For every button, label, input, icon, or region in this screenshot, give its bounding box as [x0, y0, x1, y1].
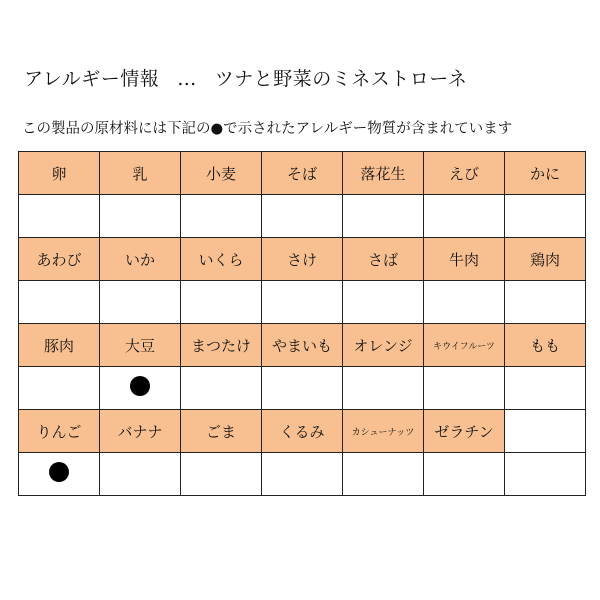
allergen-buckwheat: そば [262, 152, 343, 195]
allergen-orange: オレンジ [343, 324, 424, 367]
allergen-cashew: カシューナッツ [343, 410, 424, 453]
allergen-beef: 牛肉 [424, 238, 505, 281]
allergen-salmon: さけ [262, 238, 343, 281]
marker-cell-shrimp [424, 195, 505, 238]
allergen-matsutake: まつたけ [181, 324, 262, 367]
allergen-peanut: 落花生 [343, 152, 424, 195]
marker-cell-chicken [505, 281, 586, 324]
allergen-mackerel: さば [343, 238, 424, 281]
allergen-chicken: 鶏肉 [505, 238, 586, 281]
marker-cell-matsutake [181, 367, 262, 410]
allergen-wheat: 小麦 [181, 152, 262, 195]
allergen-shrimp: えび [424, 152, 505, 195]
marker-cell-squid [100, 281, 181, 324]
allergen-yam: やまいも [262, 324, 343, 367]
marker-cell-walnut [262, 453, 343, 496]
allergen-marker-row [19, 453, 586, 496]
allergen-milk: 乳 [100, 152, 181, 195]
marker-cell-abalone [19, 281, 100, 324]
allergen-marker-row [19, 367, 586, 410]
allergen-name-row [19, 152, 586, 195]
marker-cell-pork [19, 367, 100, 410]
allergen-marker-row [19, 195, 586, 238]
allergen-apple: りんご [19, 410, 100, 453]
marker-cell-cashew [343, 453, 424, 496]
contains-marker-icon [130, 376, 150, 396]
product-name: ツナと野菜のミネストローネ [214, 68, 468, 90]
allergen-pork: 豚肉 [19, 324, 100, 367]
marker-cell-banana [100, 453, 181, 496]
allergen-name-row [19, 324, 586, 367]
allergen-crab: かに [505, 152, 586, 195]
marker-cell-salmon-roe [181, 281, 262, 324]
marker-cell-peanut [343, 195, 424, 238]
marker-cell-milk [100, 195, 181, 238]
allergen-table [18, 151, 586, 496]
allergen-gelatin: ゼラチン [424, 410, 505, 453]
marker-cell-beef [424, 281, 505, 324]
marker-cell-gelatin [424, 453, 505, 496]
marker-cell-mackerel [343, 281, 424, 324]
marker-cell-orange [343, 367, 424, 410]
allergen-abalone: あわび [19, 238, 100, 281]
allergen-banana: バナナ [100, 410, 181, 453]
empty-cell [505, 453, 586, 496]
allergy-info-label: アレルギー情報 [24, 68, 160, 90]
contains-marker-icon [49, 462, 69, 482]
empty-cell [505, 410, 586, 453]
allergen-walnut: くるみ [262, 410, 343, 453]
marker-cell-wheat [181, 195, 262, 238]
marker-cell-sesame [181, 453, 262, 496]
marker-cell-soybean [100, 367, 181, 410]
allergen-egg: 卵 [19, 152, 100, 195]
allergen-salmon-roe: いくら [181, 238, 262, 281]
allergen-squid: いか [100, 238, 181, 281]
page-title [24, 64, 467, 91]
allergen-sesame: ごま [181, 410, 262, 453]
marker-cell-kiwi [424, 367, 505, 410]
title-separator: … [177, 68, 197, 90]
allergen-name-row [19, 410, 586, 453]
marker-cell-egg [19, 195, 100, 238]
allergen-soybean: 大豆 [100, 324, 181, 367]
marker-cell-apple [19, 453, 100, 496]
allergen-name-row [19, 238, 586, 281]
allergen-marker-row [19, 281, 586, 324]
marker-cell-salmon [262, 281, 343, 324]
marker-cell-buckwheat [262, 195, 343, 238]
allergen-kiwi: キウイフルーツ [424, 324, 505, 367]
marker-cell-yam [262, 367, 343, 410]
allergen-notice: この製品の原材料には下記の●で示されたアレルギー物質が含まれています [22, 121, 513, 137]
allergen-peach: もも [505, 324, 586, 367]
marker-cell-peach [505, 367, 586, 410]
marker-cell-crab [505, 195, 586, 238]
